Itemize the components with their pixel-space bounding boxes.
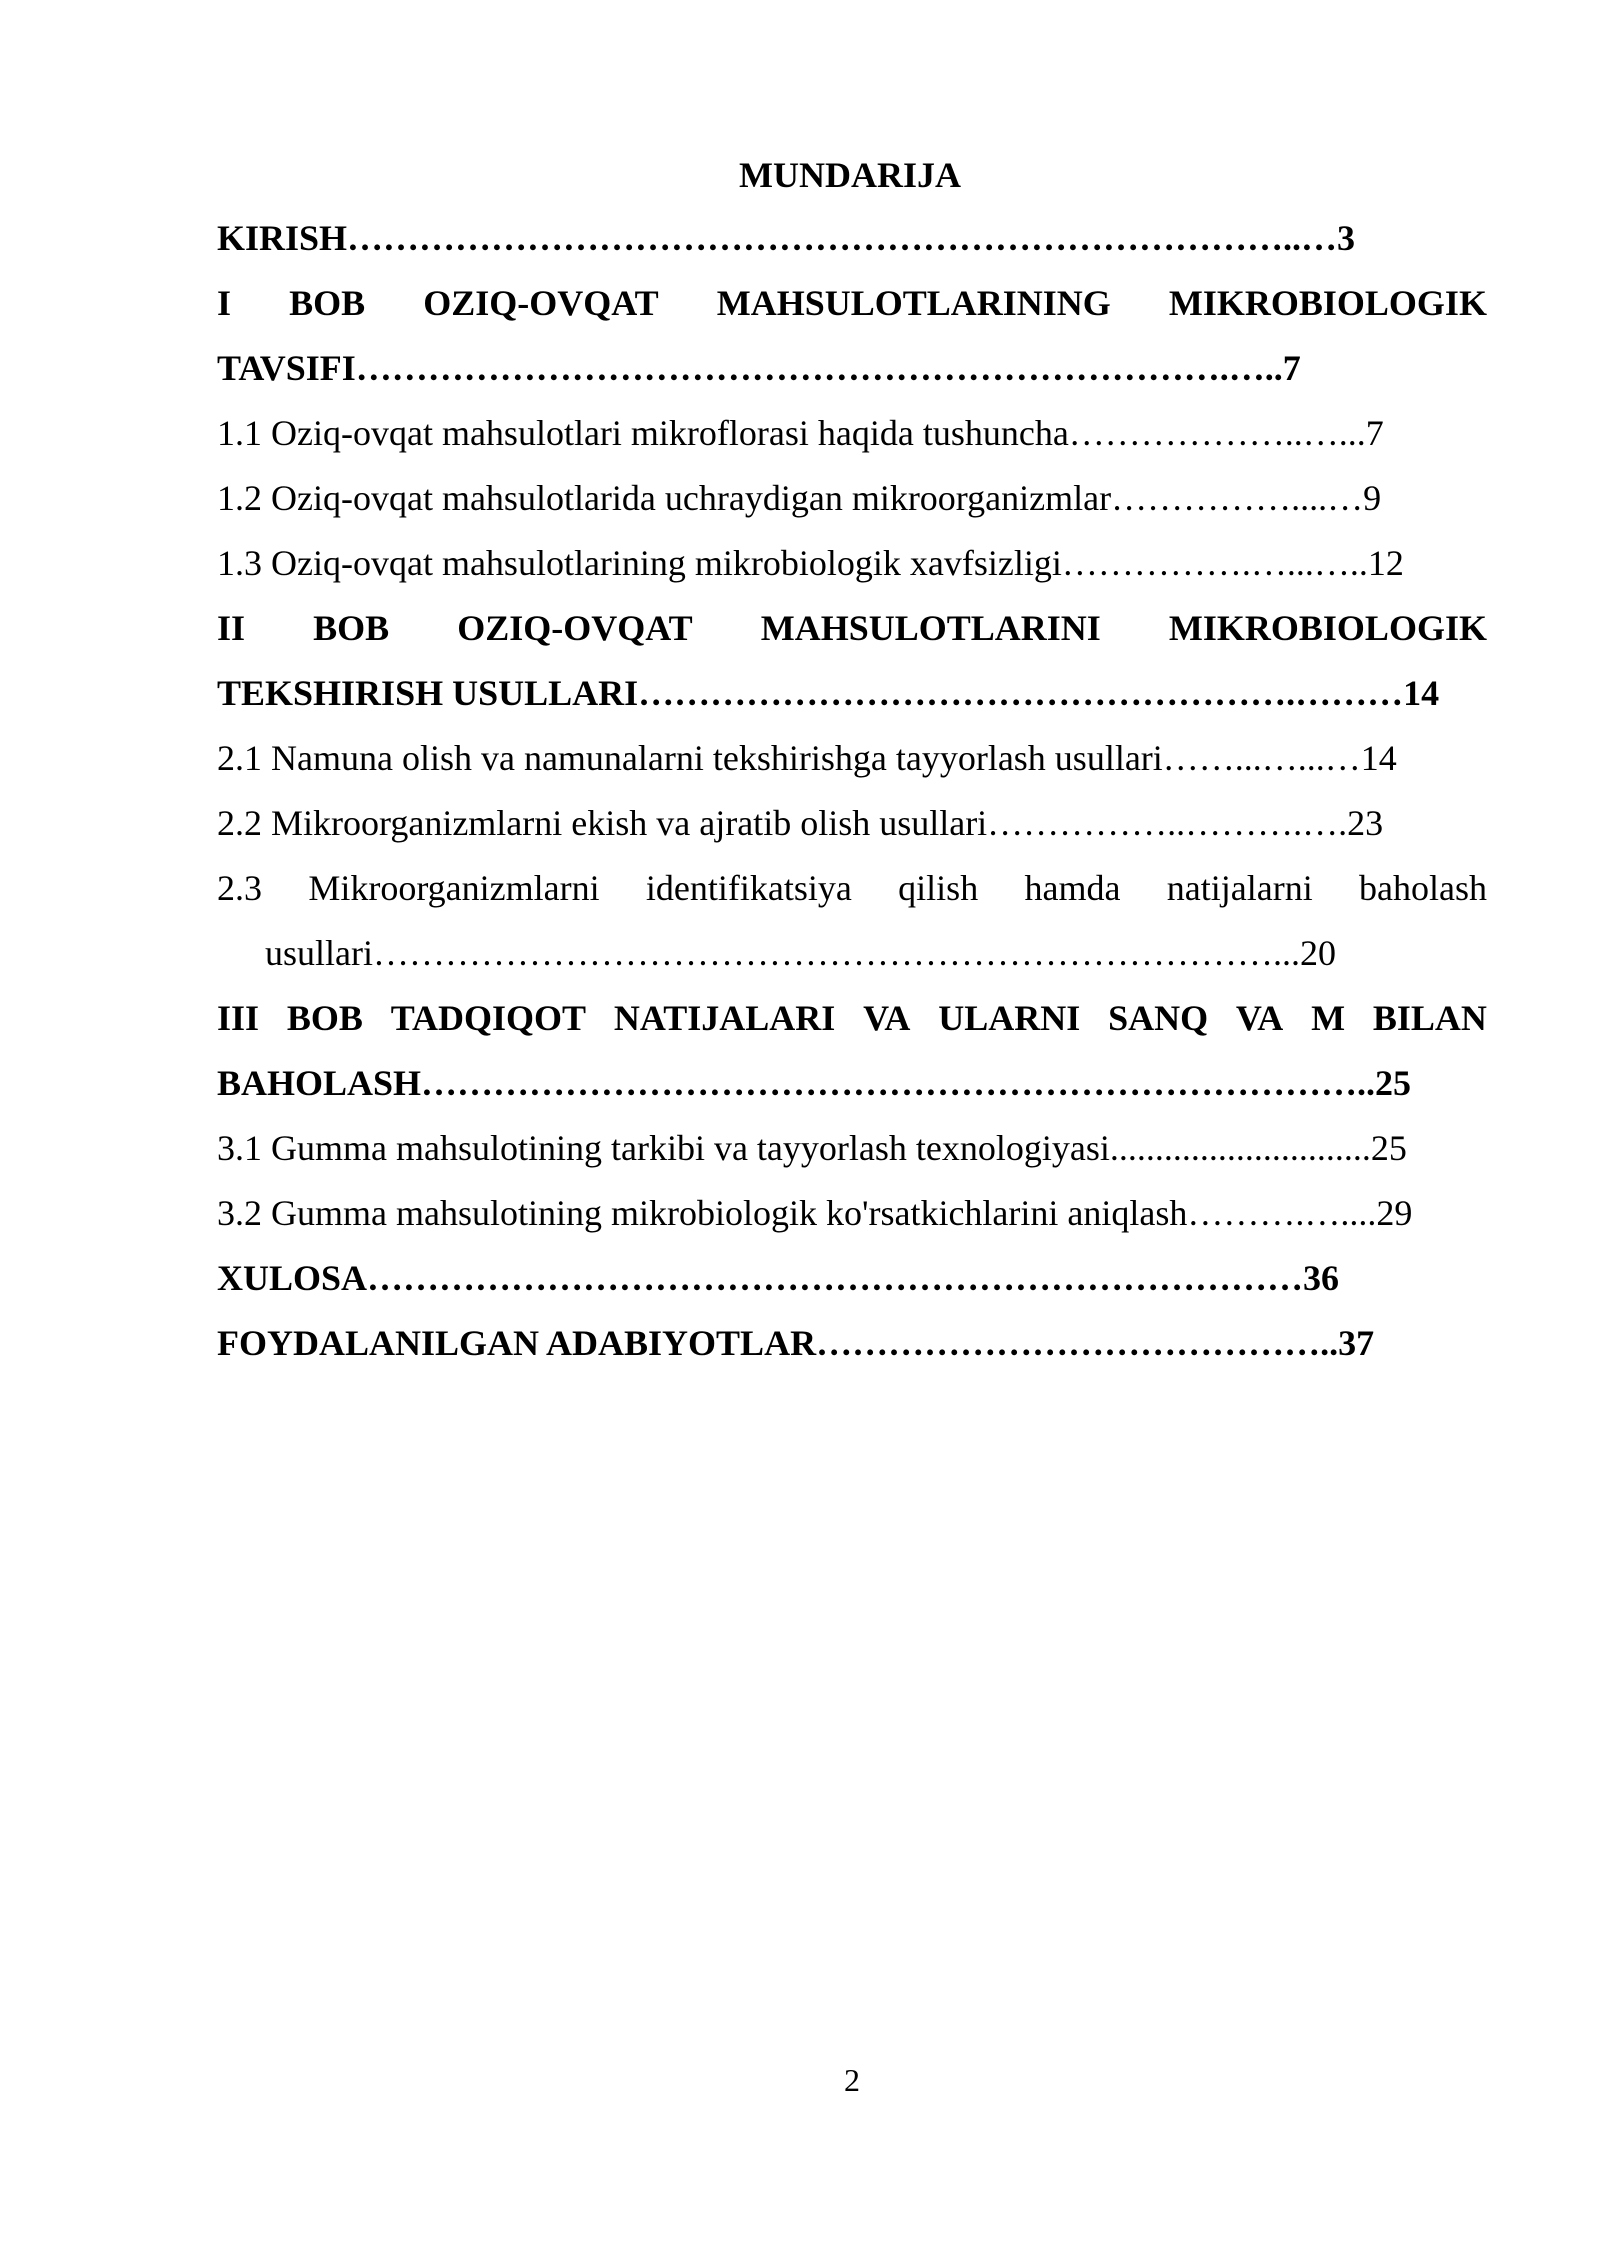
toc-word: MIKROBIOLOGIK xyxy=(1168,608,1487,648)
toc-word: natijalarni xyxy=(1166,868,1313,908)
toc-word: VA xyxy=(1235,998,1284,1038)
table-of-contents xyxy=(217,206,1487,1376)
toc-word: qilish xyxy=(898,868,979,908)
toc-entry-1-1: 1.1 Oziq-ovqat mahsulotlari mikroflorasi haqida tushuncha………………..…...7 xyxy=(217,413,1384,453)
toc-entry-chapter-2-cont: TEKSHIRISH USULLARI……………………………………………….………14 xyxy=(217,673,1440,713)
toc-word: 2.3 xyxy=(217,868,262,908)
toc-word: BOB xyxy=(286,998,363,1038)
toc-word: M xyxy=(1311,998,1346,1038)
toc-entry-kirish: KIRISH……………………………………………………………………..…3 xyxy=(217,218,1356,258)
page-number: 2 xyxy=(844,2062,860,2098)
toc-word: SANQ xyxy=(1108,998,1209,1038)
toc-entry-1-3: 1.3 Oziq-ovqat mahsulotlarining mikrobiologik xavfsizligi…………….…...…..12 xyxy=(217,543,1404,583)
toc-entry-chapter-2 xyxy=(217,596,1487,661)
toc-entry-2-1: 2.1 Namuna olish va namunalarni tekshirishga tayyorlash usullari……...…...…14 xyxy=(217,738,1397,778)
toc-entry-2-3-cont: usullari…………………………………………………………………...20 xyxy=(265,933,1336,973)
toc-word: Mikroorganizmlarni xyxy=(308,868,600,908)
toc-word: NATIJALARI xyxy=(613,998,836,1038)
toc-word: MAHSULOTLARINING xyxy=(716,283,1111,323)
toc-entry-chapter-1-cont: TAVSIFI……………………………………………………………….…..7 xyxy=(217,348,1301,388)
toc-word: II xyxy=(217,608,246,648)
toc-word: identifikatsiya xyxy=(645,868,852,908)
toc-entry-chapter-3 xyxy=(217,986,1487,1051)
toc-word: ULARNI xyxy=(938,998,1081,1038)
toc-entry-chapter-1 xyxy=(217,271,1487,336)
toc-word: BOB xyxy=(313,608,390,648)
toc-word: TADQIQOT xyxy=(390,998,587,1038)
toc-word: VA xyxy=(863,998,911,1038)
toc-word: baholash xyxy=(1359,868,1487,908)
toc-entry-3-1: 3.1 Gumma mahsulotining tarkibi va tayyorlash texnologiyasi.............................25 xyxy=(217,1128,1407,1168)
toc-entry-xulosa: XULOSA……………………………………………………………………36 xyxy=(217,1258,1340,1298)
toc-word: OZIQ-OVQAT xyxy=(457,608,693,648)
toc-word: hamda xyxy=(1024,868,1121,908)
toc-entry-2-3 xyxy=(217,856,1487,921)
toc-word: MIKROBIOLOGIK xyxy=(1168,283,1487,323)
toc-word: OZIQ-OVQAT xyxy=(423,283,659,323)
toc-word: I xyxy=(217,283,232,323)
toc-entry-1-2: 1.2 Oziq-ovqat mahsulotlarida uchraydigan mikroorganizmlar……………....…9 xyxy=(217,478,1382,518)
toc-entry-2-2: 2.2 Mikroorganizmlarni ekish va ajratib olish usullari……………..……….….23 xyxy=(217,803,1384,843)
toc-entry-3-2: 3.2 Gumma mahsulotining mikrobiologik ko'rsatkichlarini aniqlash……….…....29 xyxy=(217,1193,1413,1233)
toc-word: BILAN xyxy=(1372,998,1487,1038)
toc-entry-chapter-3-cont: BAHOLASH……………………………………………………………………..25 xyxy=(217,1063,1412,1103)
toc-word: MAHSULOTLARINI xyxy=(760,608,1101,648)
toc-word: BOB xyxy=(289,283,366,323)
toc-heading: MUNDARIJA xyxy=(739,155,961,195)
toc-entry-adabiyotlar: FOYDALANILGAN ADABIYOTLAR……………………………………..37 xyxy=(217,1323,1375,1363)
toc-word: III xyxy=(217,998,260,1038)
